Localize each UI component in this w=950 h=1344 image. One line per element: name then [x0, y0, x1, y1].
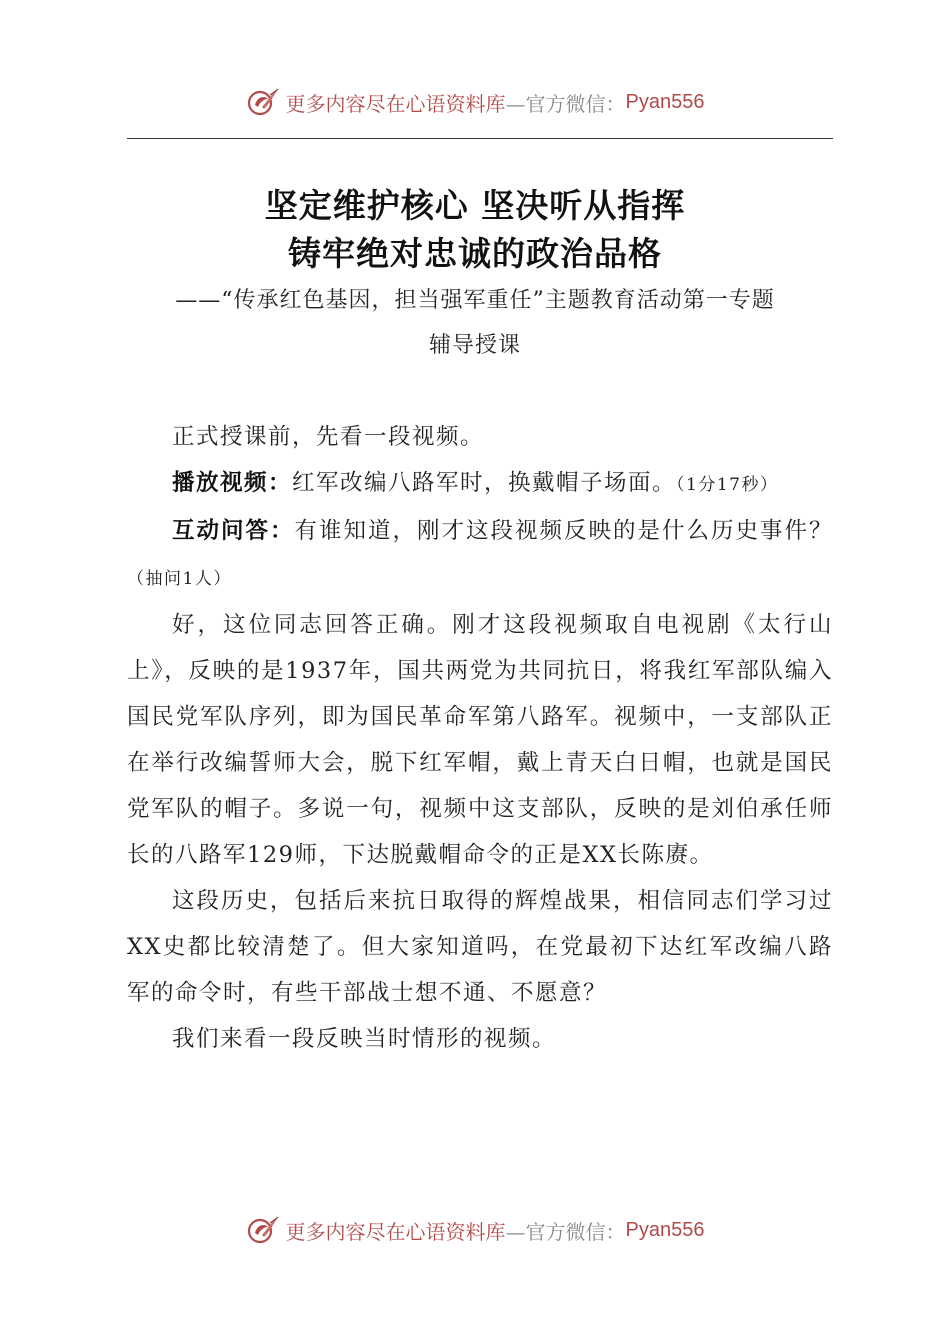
page-title-line-2: 铸牢绝对忠诚的政治品格 [288, 234, 662, 273]
qa-text: 有谁知道，刚才这段视频反映的是什么历史事件？ [294, 518, 833, 544]
play-video-note: （1分17秒） [676, 475, 779, 495]
qa-label: 互动问答： [172, 518, 295, 544]
document-body [127, 414, 833, 1062]
leaf-swirl-logo-icon [246, 1213, 280, 1247]
paragraph-play-video [127, 460, 833, 508]
paragraph-next-video: 我们来看一段反映当时情形的视频。 [172, 1026, 557, 1052]
paragraph-history: 这段历史，包括后来抗日取得的辉煌战果，相信同志们学习过XX史都比较清楚了。但大家知道吗，在党最初下达红军改编八路军的命令时，有些干部战士想不通、不愿意？ [127, 888, 833, 1006]
footer-banner-wechat-id: Pyan556 [625, 1218, 705, 1241]
play-video-label: 播放视频： [172, 470, 293, 496]
footer-banner-separator-text: —官方微信： [505, 1219, 626, 1244]
header-divider [127, 138, 833, 139]
subtitle-line-1: ——“传承红色基因，担当强军重任”主题教育活动第一专题 [175, 288, 775, 313]
paragraph-answer: 好，这位同志回答正确。刚才这段视频取自电视剧《太行山上》，反映的是1937年，国共两党为共同抗日，将我红军部队编入国民党军队序列，即为国民革命军第八路军。视频中，一支部队正在举行改编誓师大会，脱下红军帽，戴上青天白日帽，也就是国民党军队的帽子。多说一句，视频中这支部队，反映的是刘伯承任师长的八路军129师，下达脱戴帽命令的正是XX长陈赓。 [127, 612, 833, 868]
paragraph-interactive-qa [127, 508, 833, 602]
qa-note: （抽问1人） [127, 569, 232, 589]
header-banner [0, 82, 950, 122]
play-video-text: 红军改编八路军时，换戴帽子场面。 [292, 470, 677, 496]
subtitle-line-2: 辅导授课 [428, 333, 521, 358]
paragraph-intro: 正式授课前，先看一段视频。 [172, 424, 485, 450]
footer-banner-main-text: 更多内容尽在心语资料库 [285, 1219, 506, 1244]
banner-wechat-id: Pyan556 [625, 90, 705, 113]
leaf-swirl-logo-icon [246, 85, 280, 119]
banner-separator-text: —官方微信： [505, 91, 626, 116]
banner-main-text: 更多内容尽在心语资料库 [285, 91, 506, 116]
footer-banner [0, 1210, 950, 1250]
page-title-line-1: 坚定维护核心 坚决听从指挥 [264, 186, 686, 225]
